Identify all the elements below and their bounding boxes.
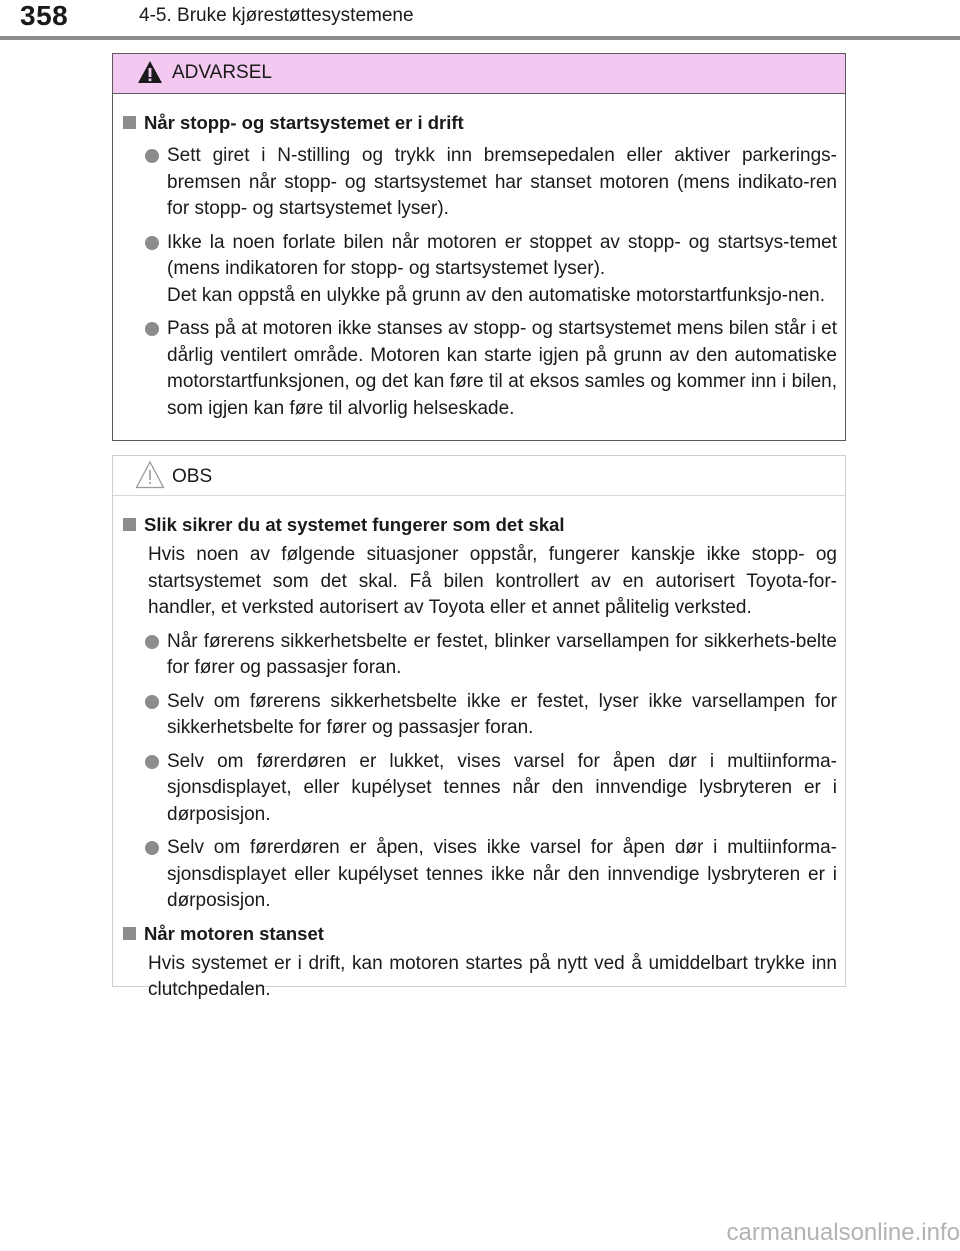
notice-section2-text: Hvis systemet er i drift, kan motoren startes på nytt ved å umiddelbart trykke inn clutchpedalen. bbox=[148, 952, 837, 1000]
notice-box bbox=[112, 455, 846, 1000]
warning-heading-text: Når stopp- og startsystemet er i drift bbox=[144, 112, 464, 133]
watermark[interactable]: carmanualsonline.info bbox=[726, 1219, 960, 1246]
notice-bullet-1: Når førerens sikkerhetsbelte er festet, blinker varsellampen for sikkerhets-belte for fører og passasjer foran. bbox=[167, 630, 837, 678]
bullet-dot-icon bbox=[145, 149, 159, 163]
bullet-dot-icon bbox=[145, 841, 159, 855]
warning-title: ADVARSEL bbox=[172, 62, 272, 83]
list-item bbox=[123, 143, 837, 223]
warning-triangle-icon bbox=[137, 60, 163, 84]
warning-header bbox=[113, 54, 845, 94]
list-item bbox=[123, 689, 837, 742]
page-number: 358 bbox=[20, 0, 69, 31]
notice-bullet-3: Selv om førerdøren er lukket, vises varsel for åpen dør i multiinforma-sjonsdisplayet, eller kupélyset tennes når den innvendige lysbryteren er i dørposisjon. bbox=[167, 750, 837, 825]
warning-bullet-1: Sett giret i N-stilling og trykk inn bremsepedalen eller aktiver parkerings-bremsen når stopp- og startsystemet har stanset motoren (mens indikato-ren for stopp- og startsystemet lyser). bbox=[167, 145, 837, 219]
header-rule bbox=[0, 36, 960, 40]
square-bullet-icon bbox=[123, 116, 136, 129]
notice-bullet-4: Selv om førerdøren er åpen, vises ikke varsel for åpen dør i multiinforma-sjonsdisplayet eller kupélyset tennes ikke når den innvendige lysbryteren er i dørposisjon. bbox=[167, 837, 837, 911]
bullet-dot-icon bbox=[145, 236, 159, 250]
section-title: 4-5. Bruke kjørestøttesystemene bbox=[139, 5, 414, 26]
warning-bullet-3: Pass på at motoren ikke stanses av stopp- og startsystemet mens bilen står i et dårlig ventilert område. Motoren kan starte igjen på grunn av den automatiske motorstartfunksjonen, og det kan føre til at eksos samles og kommer inn i bilen, som igjen kan føre til alvorlig helseskade. bbox=[167, 318, 837, 419]
warning-bullet-2 bbox=[167, 230, 837, 310]
square-bullet-icon bbox=[123, 518, 136, 531]
bullet-dot-icon bbox=[145, 755, 159, 769]
list-item bbox=[123, 835, 837, 915]
warning-body bbox=[113, 94, 845, 422]
square-bullet-icon bbox=[123, 927, 136, 940]
notice-title: OBS bbox=[172, 466, 213, 487]
warning-bullet-2-main: Ikke la noen forlate bilen når motoren er stoppet av stopp- og startsys-temet (mens indikatoren for stopp- og startsystemet lyser). bbox=[167, 231, 837, 279]
notice-heading-2-text: Når motoren stanset bbox=[144, 922, 324, 944]
warning-bullet-2-extra: Det kan oppstå en ulykke på grunn av den automatiske motorstartfunksjo-nen. bbox=[167, 284, 825, 306]
bullet-dot-icon bbox=[145, 322, 159, 336]
list-item bbox=[123, 629, 837, 682]
bullet-dot-icon bbox=[145, 695, 159, 709]
list-item bbox=[123, 230, 837, 310]
notice-heading-2 bbox=[123, 921, 837, 947]
warning-box bbox=[112, 53, 846, 441]
notice-header bbox=[113, 456, 845, 496]
notice-intro: Hvis noen av følgende situasjoner oppstår, fungerer kanskje ikke stopp- og startsystemet som det skal. Få bilen kontrollert av en autorisert Toyota-for-handler, et verksted autorisert av Toyota eller et annet pålitelig verksted. bbox=[148, 544, 837, 618]
notice-bullet-2: Selv om førerens sikkerhetsbelte ikke er festet, lyser ikke varsellampen for sikkerhetsbelte for fører og passasjer foran. bbox=[167, 690, 837, 738]
notice-body bbox=[113, 496, 845, 1004]
bullet-dot-icon bbox=[145, 635, 159, 649]
notice-heading-1-text: Slik sikrer du at systemet fungerer som det skal bbox=[144, 514, 565, 535]
caution-triangle-icon bbox=[135, 460, 165, 490]
list-item bbox=[123, 749, 837, 829]
list-item bbox=[123, 316, 837, 422]
notice-heading-1 bbox=[123, 512, 837, 538]
warning-heading bbox=[123, 110, 837, 136]
